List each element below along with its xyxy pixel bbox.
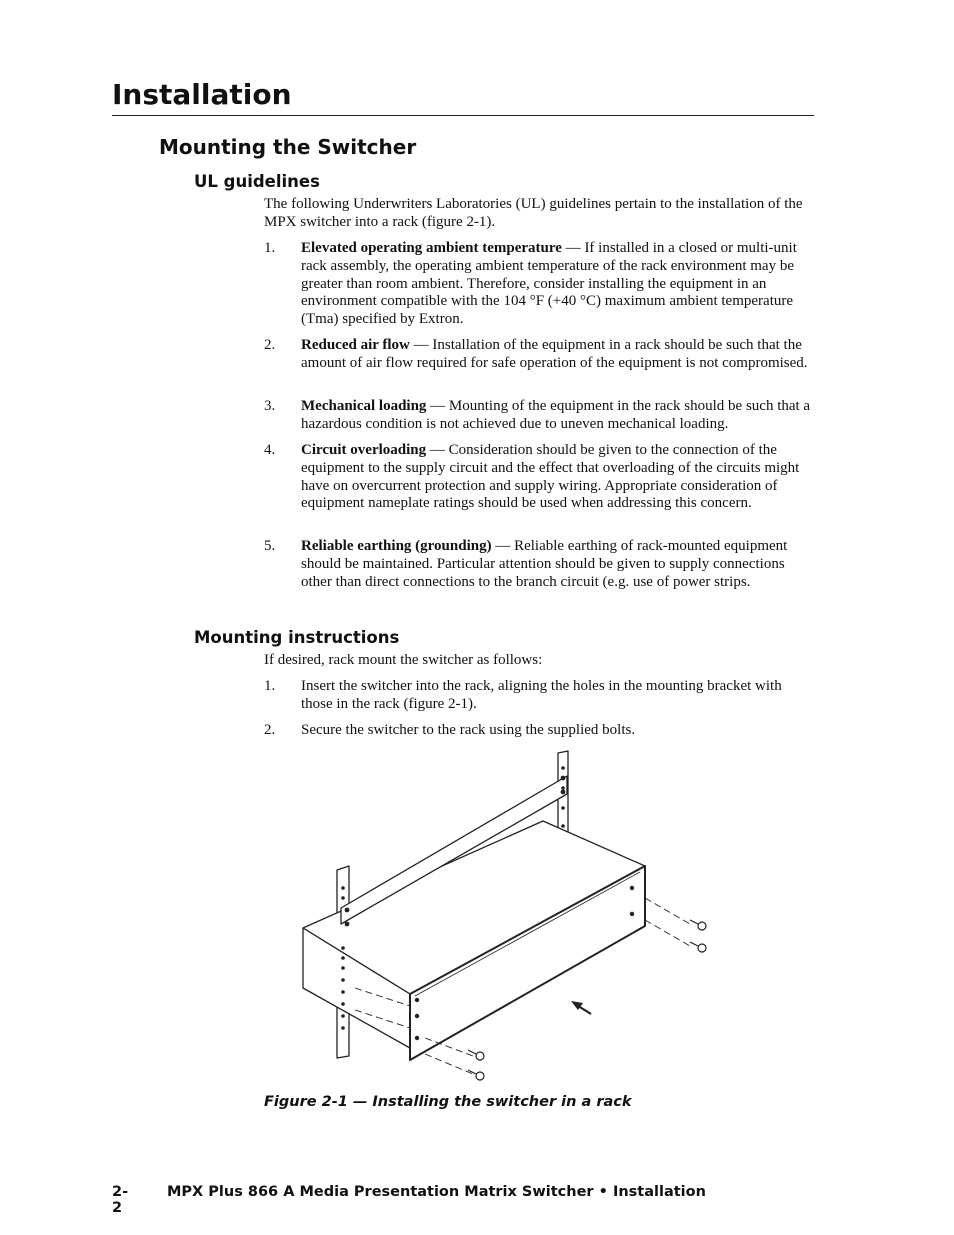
rack-mount-illustration — [295, 748, 725, 1088]
list-text: — Mounting of the equipment in the rack should be such that a hazardous condition is not achieved due to uneven mechanical loading. — [301, 398, 811, 432]
list-term: Reliable earthing (grounding) — [301, 538, 492, 554]
list-term: Circuit overloading — [301, 442, 427, 458]
ul-intro-paragraph: The following Underwriters Laboratories (UL) guidelines pertain to the installation of the MPX switcher into a rack (figure 2-1). — [264, 196, 803, 230]
mounting-instructions-heading: Mounting instructions — [194, 628, 400, 647]
insert-direction-arrow — [571, 1001, 591, 1014]
mounting-intro-paragraph: If desired, rack mount the switcher as follows: — [264, 652, 543, 668]
section-title: Mounting the Switcher — [159, 135, 417, 159]
step-number: 2. — [264, 722, 276, 738]
step-number: 1. — [264, 678, 276, 694]
list-term: Elevated operating ambient temperature — [301, 240, 562, 256]
list-number: 4. — [264, 442, 276, 458]
list-number: 2. — [264, 337, 276, 353]
footer-document-title: MPX Plus 866 A Media Presentation Matrix Switcher • Installation — [167, 1184, 706, 1200]
list-text: — Consideration should be given to the connection of the equipment to the supply circuit and the effect that overloading of the circuits might have on overcurrent protection and supply wiring. Appropriate consideration of equipment nameplate ratings should be used when addressing this concern. — [301, 442, 800, 512]
list-text: — Installation of the equipment in a rack should be such that the amount of air flow required for safe operation of the equipment is not compromised. — [301, 337, 808, 371]
list-number: 1. — [264, 240, 276, 256]
step-text: Secure the switcher to the rack using the supplied bolts. — [301, 722, 636, 738]
page-number: 2-2 — [112, 1184, 129, 1216]
list-number: 3. — [264, 398, 276, 414]
step-text: Insert the switcher into the rack, aligning the holes in the mounting bracket with those in the rack (figure 2-1). — [301, 678, 782, 712]
chapter-title: Installation — [112, 78, 292, 111]
ul-guidelines-heading: UL guidelines — [194, 172, 320, 191]
chapter-divider — [112, 115, 814, 116]
list-term: Reduced air flow — [301, 337, 410, 353]
list-text: — Reliable earthing of rack-mounted equipment should be maintained. Particular attention should be given to supply connections other than direct connections to the branch circuit (e.g. use of power strips. — [301, 538, 788, 590]
list-text: — If installed in a closed or multi-unit rack assembly, the operating ambient temperature of the rack environment may be greater than room ambient. Therefore, consider installing the equipment in an environment compatible with the 104 °F (+40 °C) maximum ambient temperature (Tma) specified by Extron. — [301, 240, 797, 328]
list-term: Mechanical loading — [301, 398, 427, 414]
list-number: 5. — [264, 538, 276, 554]
figure-caption: Figure 2-1 — Installing the switcher in a rack — [264, 1094, 632, 1110]
